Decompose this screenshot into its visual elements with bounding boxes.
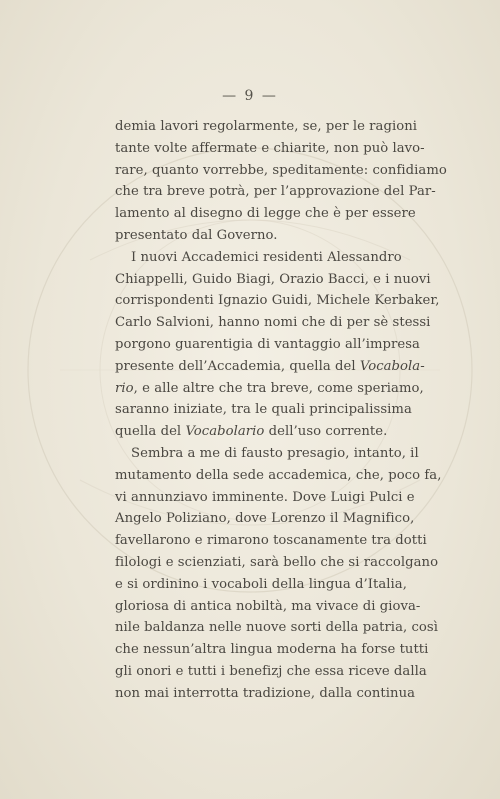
- text-line: [115, 247, 402, 269]
- text-segment: Angelo Poliziano, dove Lorenzo il Magnifico,: [115, 511, 415, 527]
- text-line: [115, 356, 425, 378]
- text-segment: tante volte affermate e chiarite, non può lavo-: [115, 140, 425, 156]
- text-segment: presente dell’Accademia, quella del: [115, 358, 360, 374]
- text-line: [115, 552, 439, 574]
- text-segment: nile baldanza nelle nuove sorti della patria, così: [115, 620, 438, 636]
- text-segment: Sembra a me di fausto presagio, intanto, il: [131, 445, 419, 461]
- text-segment: , e alle altre che tra breve, come speriamo,: [133, 380, 424, 396]
- text-line: [115, 639, 429, 661]
- text-line: [115, 312, 431, 334]
- text-segment: lamento al disegno di legge che è per essere: [115, 206, 416, 222]
- text-segment: porgono guarentigia di vantaggio all’impresa: [115, 336, 420, 352]
- paragraph: [115, 247, 440, 443]
- text-line: [115, 203, 416, 225]
- text-line: [115, 661, 427, 683]
- text-segment: I nuovi Accademici residenti Alessandro: [131, 249, 402, 265]
- text-line: [115, 574, 407, 596]
- text-segment: mutamento della sede accademica, che, poco fa,: [115, 467, 442, 483]
- text-line: [115, 138, 425, 160]
- text-segment: presentato dal Governo.: [115, 227, 278, 243]
- text-segment: che tra breve potrà, per l’approvazione del Par-: [115, 184, 436, 200]
- text-line: [115, 596, 421, 618]
- text-line: [115, 399, 412, 421]
- text-line: [115, 290, 440, 312]
- text-line: [115, 334, 420, 356]
- text-segment: favellarono e rimarono toscanamente tra dotti: [115, 533, 427, 549]
- text-line: [115, 530, 427, 552]
- text-segment: corrispondenti Ignazio Guidi, Michele Kerbaker,: [115, 293, 440, 309]
- text-line: [115, 617, 438, 639]
- text-line: [115, 508, 415, 530]
- body-text: [115, 116, 447, 705]
- text-segment: demia lavori regolarmente, se, per le ragioni: [115, 119, 418, 134]
- text-line: [115, 269, 431, 291]
- text-line: [115, 378, 424, 400]
- text-segment: Chiappelli, Guido Biagi, Orazio Bacci, e i nuovi: [115, 271, 431, 287]
- text-segment: che nessun’altra lingua moderna ha forse tutti: [115, 642, 429, 658]
- text-segment: non mai interrotta tradizione, dalla continua: [115, 685, 416, 701]
- text-line: [115, 683, 416, 705]
- text-line: [115, 181, 436, 203]
- italic-title-text: Vocabolario: [185, 424, 265, 440]
- page-number: — 9 —: [222, 88, 278, 104]
- text-segment: vi annunziavo imminente. Dove Luigi Pulci e: [115, 489, 415, 505]
- text-line: [115, 443, 419, 465]
- italic-title-text: Vocabola-: [359, 358, 425, 374]
- text-segment: Carlo Salvioni, hanno nomi che di per sè stessi: [115, 315, 431, 331]
- paragraph: [115, 443, 442, 705]
- text-segment: rare, quanto vorrebbe, speditamente: confidiamo: [115, 162, 447, 178]
- text-line: [115, 421, 388, 443]
- text-line: [115, 160, 447, 182]
- paragraph: [115, 116, 447, 247]
- text-line: [115, 465, 442, 487]
- italic-title-text: rio: [115, 380, 134, 396]
- text-line: [115, 225, 385, 247]
- text-line: [115, 116, 418, 138]
- text-line: [115, 487, 415, 509]
- text-segment: gloriosa di antica nobiltà, ma vivace di giova-: [115, 598, 421, 614]
- text-segment: filologi e scienziati, sarà bello che si raccolgano: [115, 554, 439, 570]
- text-segment: saranno iniziate, tra le quali principalissima: [115, 402, 412, 418]
- text-segment: dell’uso corrente.: [264, 424, 388, 440]
- text-segment: e si ordinino i vocaboli della lingua d’Italia,: [115, 576, 407, 592]
- text-segment: quella del: [115, 424, 186, 440]
- text-segment: gli onori e tutti i benefizj che essa riceve dalla: [115, 663, 427, 679]
